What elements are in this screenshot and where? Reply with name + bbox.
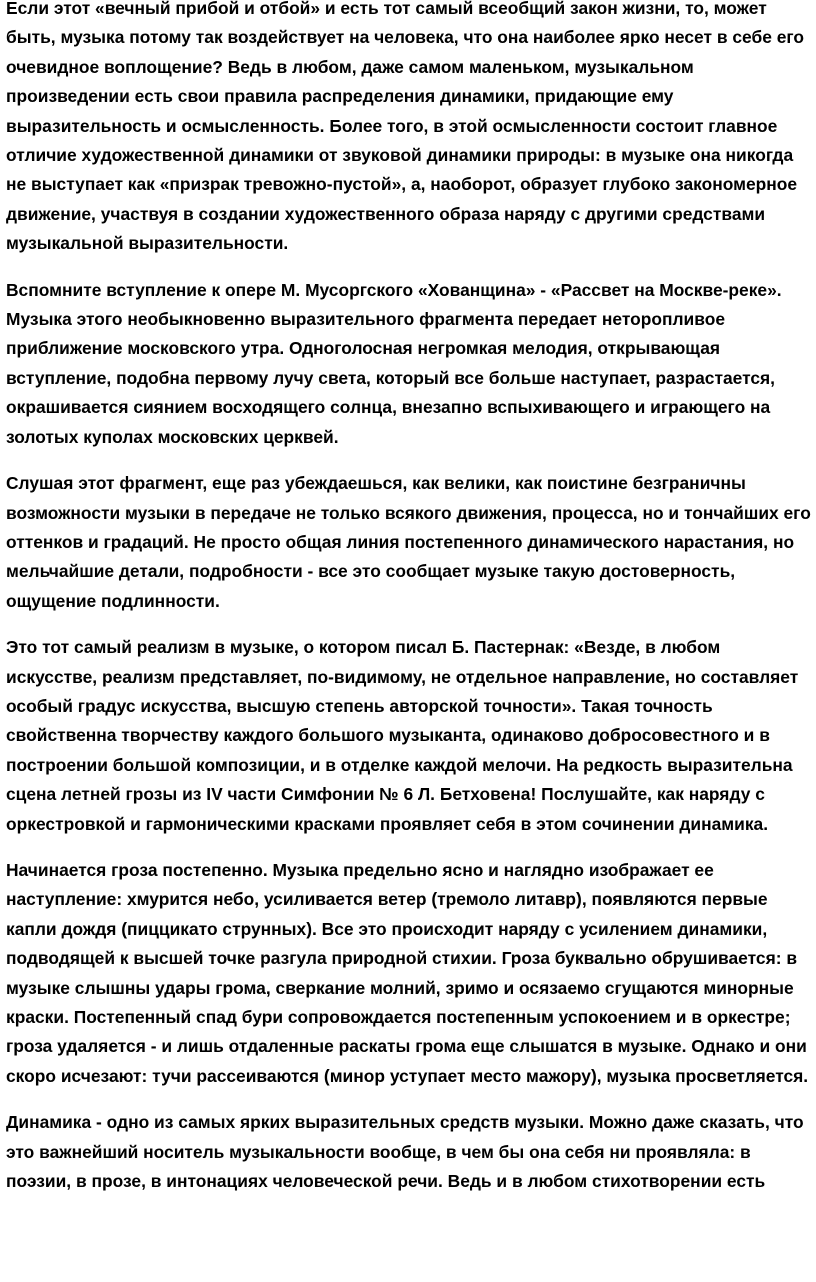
paragraph-3: Слушая этот фрагмент, еще раз убеждаешься, как велики, как поистине безграничны возможности музыки в передаче не только всякого движения, процесса, но и тончайших его оттенков и градаций. Не просто общая линия постепенного динамического нарастания, но мельчайшие детали, подробности - все это сообщает музыке такую достоверность, ощущение подлинности. — [6, 473, 811, 611]
paragraph-2: Вспомните вступление к опере М. Мусоргского «Хованщина» - «Рассвет на Москве-реке». Музыка этого необыкновенно выразительного фрагмента передает неторопливое приближение московского утра. Одноголосная негромкая мелодия, открывающая вступление, подобна первому лучу света, который все больше наступает, разрастается, окрашивается сиянием восходящего солнца, внезапно вспыхивающего и играющего на золотых куполах московских церквей. — [6, 279, 782, 447]
paragraph-6: Динамика - одно из самых ярких выразительных средств музыки. Можно даже сказать, что это важнейший носитель музыкальности вообще, в чем бы она себя ни проявляла: в поэзии, в прозе, в интонациях человеческой речи. Ведь и в любом стихотворении есть — [6, 1112, 804, 1192]
paragraph-5: Начинается гроза постепенно. Музыка предельно ясно и наглядно изображает ее наступление: хмурится небо, усиливается ветер (тремоло литавр), появляются первые капли дождя (пиццикато струнных). Все это происходит наряду с усилением динамики, подводящей к высшей точке разгула природной стихии. Гроза буквально обрушивается: в музыке слышны удары грома, сверкание молний, зримо и осязаемо сгущаются минорные краски. Постепенный спад бури сопровождается постепенным успокоением и в оркестре; гроза удаляется - и лишь отдаленные раскаты грома еще слышатся в музыке. Однако и они скоро исчезают: тучи рассеиваются (минор уступает место мажору), музыка просветляется. — [6, 859, 809, 1086]
paragraph-4: Это тот самый реализм в музыке, о котором писал Б. Пастернак: «Везде, в любом искусстве, реализм представляет, по-видимому, не отдельное направление, но составляет особый градус искусства, высшую степень авторской точности». Такая точность свойственна творчеству каждого большого музыканта, одинаково добросовестного и в построении большой композиции, и в отделке каждой мелочи. На редкость выразительна сцена летней грозы из IV части Симфонии № 6 Л. Бетховена! Послушайте, как наряду с оркестровкой и гармоническими красками проявляет себя в этом сочинении динамика. — [6, 637, 799, 834]
paragraph-1: Если этот «вечный прибой и отбой» и есть тот самый всеобщий закон жизни, то, может быть, музыка потому так воздействует на человека, что она наиболее ярко несет в себе его очевидное воплощение? Ведь в любом, даже самом маленьком, музыкальном произведении есть свои правила распределения динамики, придающие ему выразительность и осмысленность. Более того, в этой осмысленности состоит главное отличие художественной динамики от звуковой динамики природы: в музыке она никогда не выступает как «призрак тревожно-пустой», а, наоборот, образует глубоко закономерное движение, участвуя в создании художественного образа наряду с другими средствами музыкальной выразительности. — [6, 0, 805, 254]
